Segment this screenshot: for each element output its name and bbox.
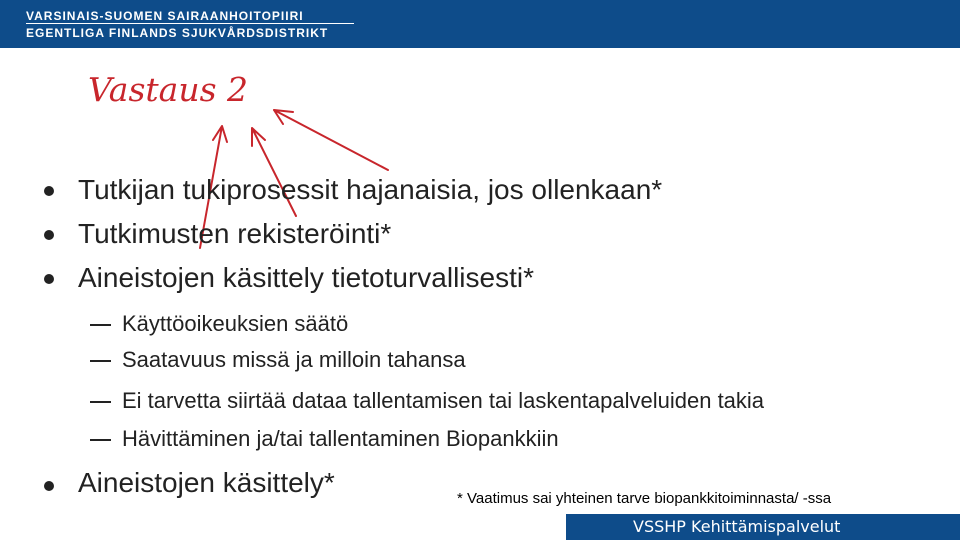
sub-bullet-dash-3 (90, 401, 111, 403)
sub-bullet-3: Ei tarvetta siirtää dataa tallentamisen tai laskentapalveluiden takia (122, 388, 765, 413)
header-line-2: EGENTLIGA FINLANDS SJUKVÅRDSDISTRIKT (26, 26, 329, 40)
bullet-2: Tutkimusten rekisteröinti* (78, 218, 392, 249)
footer-text: VSSHP Kehittämispalvelut (633, 517, 841, 536)
slide-title: Vastaus 2 (88, 70, 249, 109)
bullet-marker-3 (44, 274, 54, 284)
bullet-marker-1 (44, 186, 54, 196)
bullet-marker-4 (44, 481, 54, 491)
sub-bullet-dash-2 (90, 360, 111, 362)
sub-bullet-4: Hävittäminen ja/tai tallentaminen Biopankkiin (122, 426, 559, 451)
footnote: * Vaatimus sai yhteinen tarve biopankkitoiminnasta/ -ssa (457, 490, 832, 507)
sub-bullet-dash-1 (90, 324, 111, 326)
bullet-marker-2 (44, 230, 54, 240)
sub-bullet-2: Saatavuus missä ja milloin tahansa (122, 347, 466, 372)
bullet-4: Aineistojen käsittely* (78, 467, 335, 498)
bullet-3: Aineistojen käsittely tietoturvallisesti* (78, 262, 534, 293)
header-line-1: VARSINAIS-SUOMEN SAIRAANHOITOPIIRI (26, 9, 304, 23)
sub-bullet-dash-4 (90, 439, 111, 441)
arrow-3 (274, 110, 388, 170)
header-divider (26, 23, 354, 24)
header-band (0, 0, 960, 48)
sub-bullet-1: Käyttöoikeuksien säätö (122, 311, 349, 336)
bullet-1: Tutkijan tukiprosessit hajanaisia, jos ollenkaan* (78, 174, 663, 205)
